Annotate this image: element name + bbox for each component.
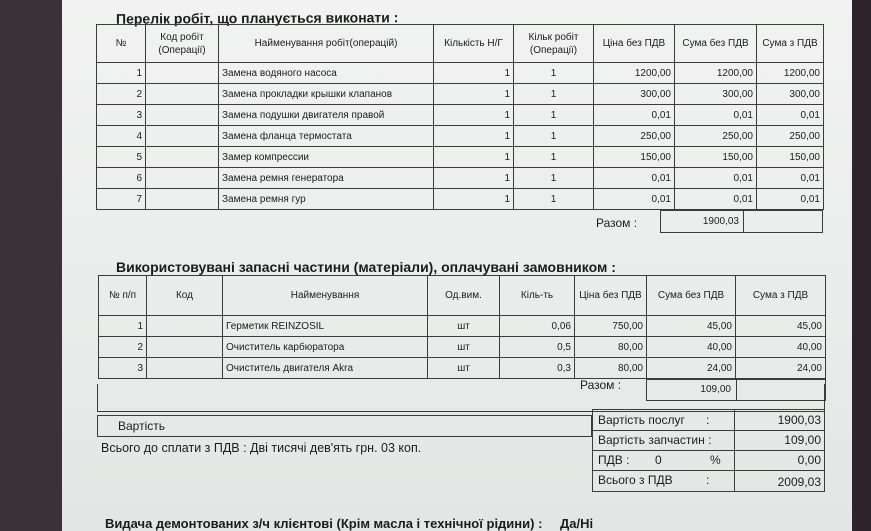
parts-header-cell: Од.вим. (428, 276, 500, 316)
unit-of-measure: шт (428, 358, 500, 379)
sum-without-vat: 45,00 (647, 316, 736, 337)
work-name: Замена водяного насоса (219, 63, 434, 84)
price-without-vat: 0,01 (594, 105, 675, 126)
price-without-vat: 750,00 (575, 316, 647, 337)
work-quantity: 1 (434, 168, 514, 189)
table-row (97, 63, 824, 84)
parts-header-cell: Сума без ПДВ (647, 276, 736, 316)
part-name: Очиститель двигателя Akra (223, 358, 428, 379)
operation-code (146, 63, 219, 84)
part-code (147, 316, 223, 337)
works-header-cell: № (97, 25, 146, 63)
price-without-vat: 0,01 (594, 189, 675, 210)
work-name: Замер компрессии (219, 147, 434, 168)
operation-code (146, 105, 219, 126)
parts-total-label: Разом : (580, 378, 622, 392)
sum-with-vat: 45,00 (736, 316, 826, 337)
parts-total-value: 109,00 (700, 384, 731, 395)
operations-count: 1 (514, 84, 594, 105)
work-quantity: 1 (434, 63, 514, 84)
works-header-cell: Ціна без ПДВ (594, 25, 675, 63)
grand-total-label: Всього з ПДВ (598, 473, 673, 487)
works-header-cell: Найменування робіт(операцій) (219, 25, 434, 63)
sum-with-vat: 0,01 (757, 105, 824, 126)
table-row (97, 84, 824, 105)
parts-table (98, 275, 826, 379)
sum-with-vat: 300,00 (757, 84, 824, 105)
parts-header-cell: Код (147, 276, 223, 316)
part-code (147, 337, 223, 358)
returned-parts-text: Видача демонтованих з/ч клієнтові (Крім масла і технічної рідини) : (105, 516, 543, 531)
parts-header-cell: Сума з ПДВ (736, 276, 826, 316)
cost-label-box (97, 415, 592, 437)
part-name: Герметик REINZOSIL (223, 316, 428, 337)
price-without-vat: 150,00 (594, 147, 675, 168)
price-without-vat: 80,00 (575, 358, 647, 379)
part-quantity: 0,3 (500, 358, 575, 379)
price-without-vat: 300,00 (594, 84, 675, 105)
parts-header-cell: № п/п (99, 276, 147, 316)
table-row (97, 126, 824, 147)
operation-code (146, 147, 219, 168)
returned-parts-answer: Да/Ні (560, 516, 594, 531)
work-name: Замена подушки двигателя правой (219, 105, 434, 126)
work-name: Замена ремня гур (219, 189, 434, 210)
sum-without-vat: 0,01 (675, 189, 757, 210)
cell-divider (593, 470, 824, 471)
table-row (99, 358, 826, 379)
work-name: Замена фланца термостата (219, 126, 434, 147)
parts-header-cell: Ціна без ПДВ (575, 276, 647, 316)
cost-summary-box (592, 409, 825, 492)
row-number: 2 (97, 84, 146, 105)
works-total-box (660, 210, 823, 233)
parts-section-title: Використовувані запасні частини (матеріали), оплачувані замовником : (116, 259, 616, 275)
row-number: 1 (97, 63, 146, 84)
blank-notes-panel (97, 384, 825, 412)
sum-without-vat: 0,01 (675, 105, 757, 126)
table-row (97, 147, 824, 168)
cell-divider (593, 430, 824, 431)
parts-header-cell: Найменування (223, 276, 428, 316)
work-quantity: 1 (434, 126, 514, 147)
row-number: 4 (97, 126, 146, 147)
table-row (97, 189, 824, 210)
services-cost-label: Вартість послуг (598, 413, 685, 427)
operation-code (146, 84, 219, 105)
vat-value: 0,00 (797, 453, 821, 467)
parts-table-body (99, 316, 826, 379)
works-section-title: Перелік робіт, що планується виконати : (115, 9, 399, 27)
works-header-cell: Сума без ПДВ (675, 25, 757, 63)
total-in-words: Всього до сплати з ПДВ : Дві тисячі дев'ять грн. 03 коп. (101, 441, 422, 455)
part-quantity: 0,5 (500, 337, 575, 358)
sum-with-vat: 150,00 (757, 147, 824, 168)
sum-with-vat: 40,00 (736, 337, 826, 358)
operation-code (146, 126, 219, 147)
part-code (147, 358, 223, 379)
row-number: 7 (97, 189, 146, 210)
parts-header-cell: Кіль-ть (500, 276, 575, 316)
vat-percent-sign: % (710, 453, 721, 467)
table-row (97, 168, 824, 189)
sum-without-vat: 250,00 (675, 126, 757, 147)
operations-count: 1 (514, 105, 594, 126)
price-without-vat: 0,01 (594, 168, 675, 189)
row-number: 3 (97, 105, 146, 126)
row-number: 2 (99, 337, 147, 358)
sum-with-vat: 1200,00 (757, 63, 824, 84)
sum-without-vat: 300,00 (675, 84, 757, 105)
part-quantity: 0,06 (500, 316, 575, 337)
sum-without-vat: 40,00 (647, 337, 736, 358)
works-header-cell: Кільк робіт (Операції) (514, 25, 594, 63)
sum-without-vat: 1200,00 (675, 63, 757, 84)
sum-without-vat: 24,00 (647, 358, 736, 379)
unit-of-measure: шт (428, 316, 500, 337)
row-number: 5 (97, 147, 146, 168)
sum-with-vat: 0,01 (757, 168, 824, 189)
works-table (96, 24, 824, 210)
cell-divider (593, 450, 824, 451)
part-name: Очиститель карбюратора (223, 337, 428, 358)
operations-count: 1 (514, 126, 594, 147)
work-quantity: 1 (434, 189, 514, 210)
work-quantity: 1 (434, 105, 514, 126)
sum-with-vat: 250,00 (757, 126, 824, 147)
price-without-vat: 250,00 (594, 126, 675, 147)
work-name: Замена ремня генератора (219, 168, 434, 189)
returned-parts-question (105, 516, 593, 531)
works-total-value: 1900,03 (702, 216, 739, 227)
operation-code (146, 189, 219, 210)
grand-total-value: 2009,03 (777, 475, 821, 489)
page-edge-shadow (852, 0, 871, 531)
services-cost-colon: : (706, 413, 710, 427)
grand-total-colon: : (706, 473, 710, 487)
table-row (99, 316, 826, 337)
sum-with-vat: 24,00 (736, 358, 826, 379)
cost-label: Вартість (118, 419, 165, 433)
operations-count: 1 (514, 63, 594, 84)
vat-rate: 0 (655, 453, 662, 467)
unit-of-measure: шт (428, 337, 500, 358)
cell-divider (743, 211, 744, 232)
row-number: 1 (99, 316, 147, 337)
operations-count: 1 (514, 147, 594, 168)
works-header-cell: Код робіт (Операції) (146, 25, 219, 63)
sum-without-vat: 0,01 (675, 168, 757, 189)
works-table-body (97, 63, 824, 210)
price-without-vat: 1200,00 (594, 63, 675, 84)
services-cost-value: 1900,03 (777, 413, 821, 427)
row-number: 3 (99, 358, 147, 379)
works-header-cell: Сума з ПДВ (757, 25, 824, 63)
work-quantity: 1 (434, 147, 514, 168)
operations-count: 1 (514, 189, 594, 210)
table-row (99, 337, 826, 358)
work-name: Замена прокладки крышки клапанов (219, 84, 434, 105)
works-header-cell: Кількість Н/Г (434, 25, 514, 63)
work-quantity: 1 (434, 84, 514, 105)
row-number: 6 (97, 168, 146, 189)
sum-without-vat: 150,00 (675, 147, 757, 168)
sum-with-vat: 0,01 (757, 189, 824, 210)
operations-count: 1 (514, 168, 594, 189)
table-row (97, 105, 824, 126)
parts-cost-label: Вартість запчастин : (598, 433, 712, 447)
price-without-vat: 80,00 (575, 337, 647, 358)
works-total-label: Разом : (596, 216, 638, 230)
parts-cost-value: 109,00 (784, 433, 821, 447)
operation-code (146, 168, 219, 189)
vat-label: ПДВ : (598, 453, 630, 467)
